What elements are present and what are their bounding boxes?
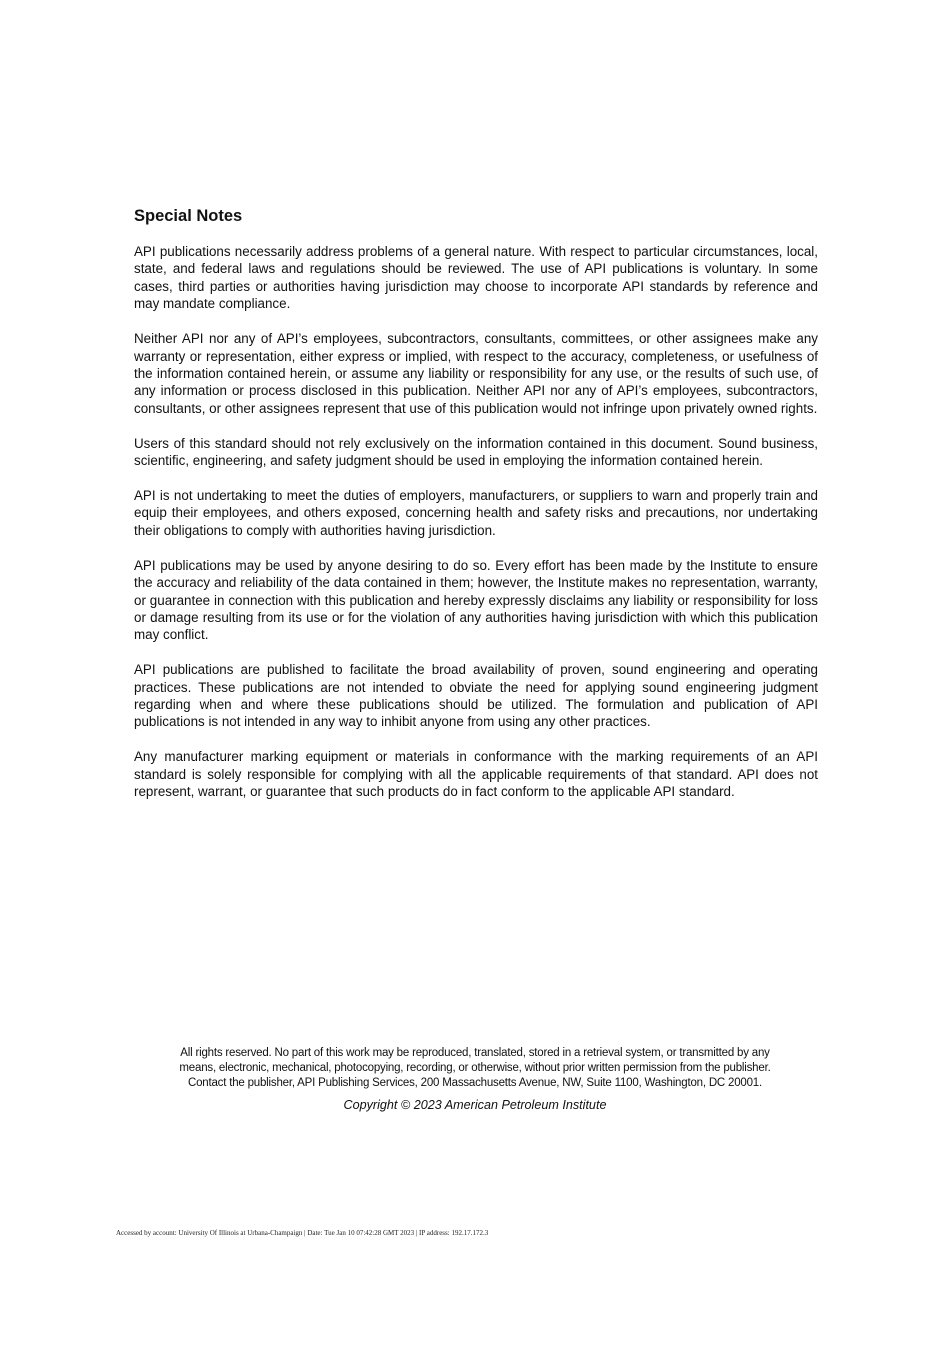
access-watermark: Accessed by account: University Of Illinois at Urbana-Champaign | Date: Tue Jan 10 07:42:28 GMT 2023 | IP address: 192.17.172.3 <box>116 1229 489 1237</box>
paragraph-manufacturer-marking: Any manufacturer marking equipment or materials in conformance with the marking requirements of an API standard is solely responsible for complying with all the applicable requirements of that standard. API does not represent, warrant, or guarantee that such products do in fact conform to the applicable API standard. <box>134 749 818 800</box>
section-heading: Special Notes <box>134 207 243 225</box>
paragraph-employer-duties: API is not undertaking to meet the duties of employers, manufacturers, or suppliers to warn and properly train and equip their employees, and others exposed, concerning health and safety risks and precautions, nor undertaking their obligations to comply with authorities having jurisdiction. <box>134 487 818 538</box>
paragraph-no-warranty: Neither API nor any of API’s employees, subcontractors, consultants, committees, or other assignees make any warranty or representation, either express or implied, with respect to the accuracy, completeness, or usefulness of the information contained herein, or assume any liability or responsibility for any use, or the results of such use, of any information or process disclosed in this publication. Neither API nor any of API’s employees, subcontractors, consultants, or other assignees represent that use of this publication would not infringe upon privately owned rights. <box>134 331 818 416</box>
paragraph-users-judgment: Users of this standard should not rely exclusively on the information contained in this document. Sound business, scientific, engineering, and safety judgment should be used in employing the information contained herein. <box>134 435 818 469</box>
paragraph-engineering-practices: API publications are published to facilitate the broad availability of proven, sound engineering and operating practices. These publications are not intended to obviate the need for applying sound engineering judgment regarding when and where these publications should be utilized. The formulation and publication of API publications is not intended in any way to inhibit anyone from using any other practices. <box>134 662 818 730</box>
special-notes-section <box>134 206 818 818</box>
copyright-line: Copyright © 2023 American Petroleum Institute <box>343 1098 607 1112</box>
rights-reserved-notice <box>120 1046 830 1092</box>
rights-line: means, electronic, mechanical, photocopying, recording, or otherwise, without prior written permission from the publisher. <box>179 1062 771 1075</box>
rights-line: All rights reserved. No part of this work may be reproduced, translated, stored in a retrieval system, or transmitted by any <box>180 1047 770 1059</box>
rights-line: Contact the publisher, API Publishing Services, 200 Massachusetts Avenue, NW, Suite 1100, Washington, DC 20001. <box>187 1077 762 1090</box>
paragraph-disclaimer: API publications may be used by anyone desiring to do so. Every effort has been made by the Institute to ensure the accuracy and reliability of the data contained in them; however, the Institute makes no representation, warranty, or guarantee in connection with this publication and hereby expressly disclaims any liability or responsibility for loss or damage resulting from its use or for the violation of any authorities having jurisdiction with which this publication may conflict. <box>134 557 818 643</box>
paragraph-general-nature: API publications necessarily address problems of a general nature. With respect to particular circumstances, local, state, and federal laws and regulations should be reviewed. The use of API publications is voluntary. In some cases, third parties or authorities having jurisdiction may choose to incorporate API standards by reference and may mandate compliance. <box>134 244 818 312</box>
